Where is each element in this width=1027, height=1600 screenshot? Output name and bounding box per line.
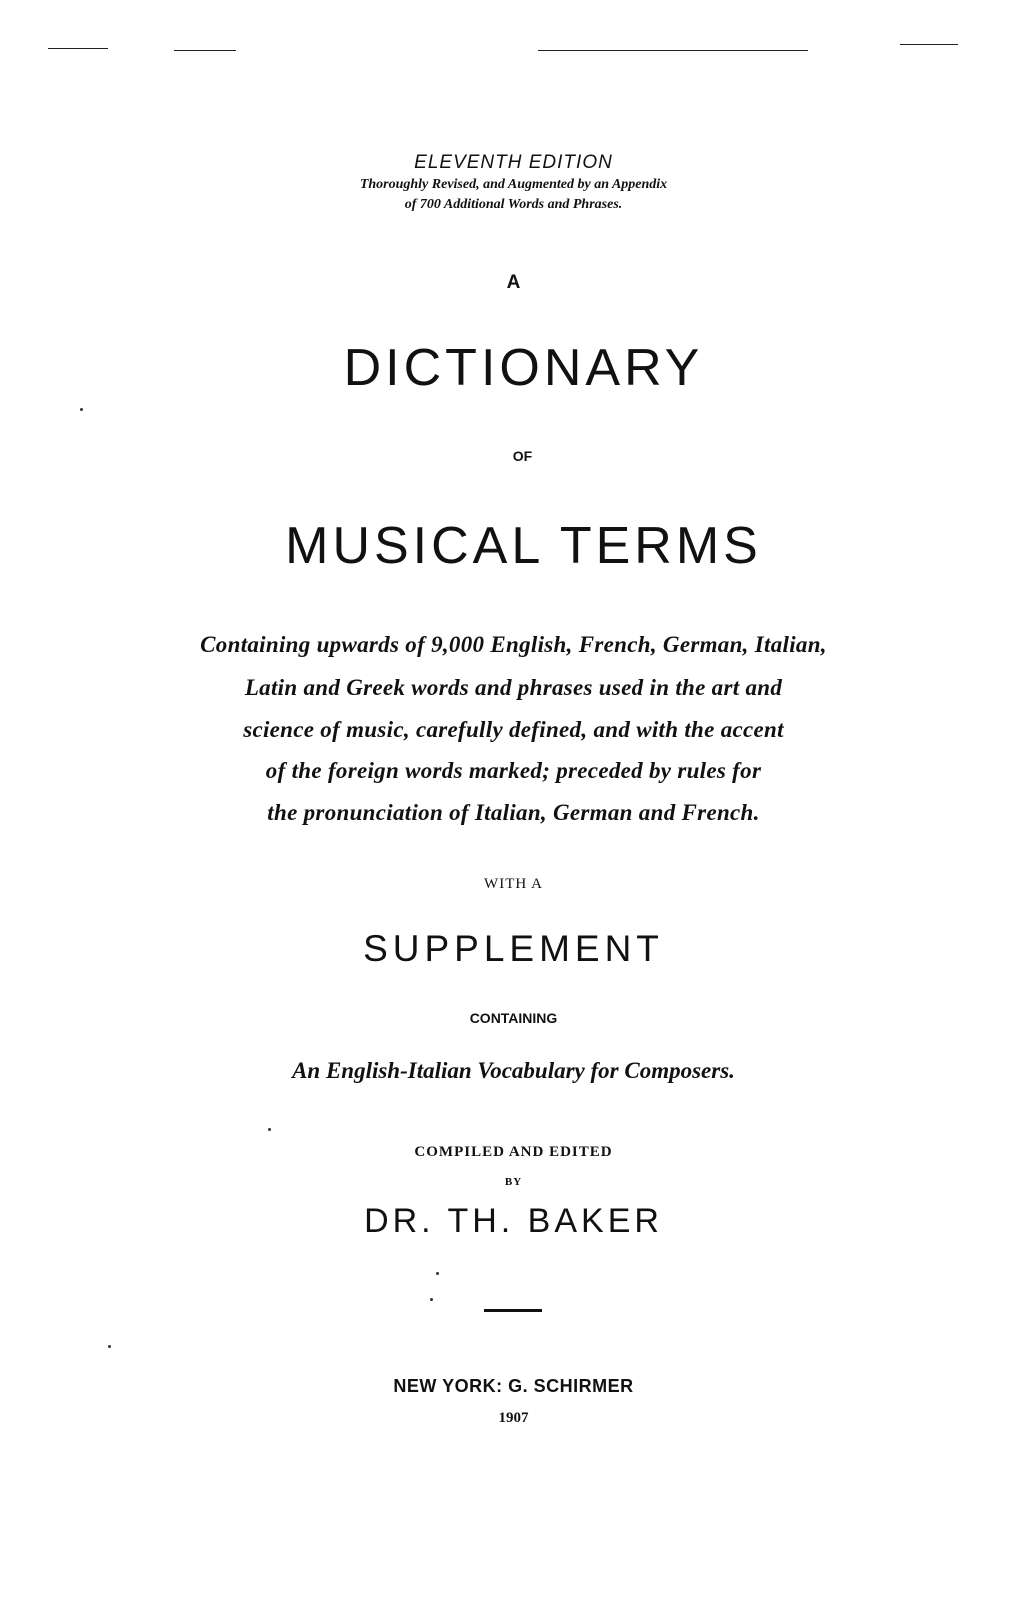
- publication-year: 1907: [498, 1410, 529, 1426]
- description-line: science of music, carefully defined, and with the accent: [243, 717, 784, 742]
- vocabulary-line: An English-Italian Vocabulary for Composers.: [292, 1058, 735, 1083]
- scan-artifact-dot: [268, 1128, 271, 1131]
- scan-artifact-dot: [80, 408, 83, 411]
- edition-revised-line: Thoroughly Revised, and Augmented by an Appendix: [359, 177, 668, 192]
- scan-artifact-dot: [108, 1345, 111, 1348]
- title-article: A: [506, 272, 521, 293]
- scan-artifact-dot: [436, 1272, 439, 1275]
- edition-title: ELEVENTH EDITION: [414, 152, 613, 173]
- description-line: of the foreign words marked; preceded by rules for: [265, 758, 762, 783]
- with-a-label: WITH A: [484, 876, 543, 892]
- scan-artifact-rule: [174, 50, 236, 51]
- scan-artifact-rule: [900, 44, 958, 45]
- divider-rule: [484, 1309, 542, 1312]
- description-line: Containing upwards of 9,000 English, French, German, Italian,: [200, 632, 827, 657]
- publisher-line: NEW YORK: G. SCHIRMER: [393, 1376, 634, 1396]
- scan-artifact-rule: [538, 50, 808, 51]
- title-of: OF: [512, 448, 533, 464]
- title-musical-terms: MUSICAL TERMS: [285, 517, 762, 575]
- supplement-title: SUPPLEMENT: [363, 928, 664, 969]
- description-line: the pronunciation of Italian, German and French.: [267, 800, 760, 825]
- by-label: BY: [504, 1176, 523, 1188]
- compiled-label: COMPILED AND EDITED: [414, 1144, 613, 1160]
- scan-artifact-dot: [430, 1298, 433, 1301]
- containing-label: CONTAINING: [469, 1010, 558, 1026]
- author-name: DR. TH. BAKER: [364, 1202, 663, 1240]
- title-dictionary: DICTIONARY: [343, 339, 704, 397]
- description-line: Latin and Greek words and phrases used in the art and: [244, 675, 783, 700]
- scan-artifact-rule: [48, 48, 108, 49]
- edition-appendix-line: of 700 Additional Words and Phrases.: [404, 197, 623, 212]
